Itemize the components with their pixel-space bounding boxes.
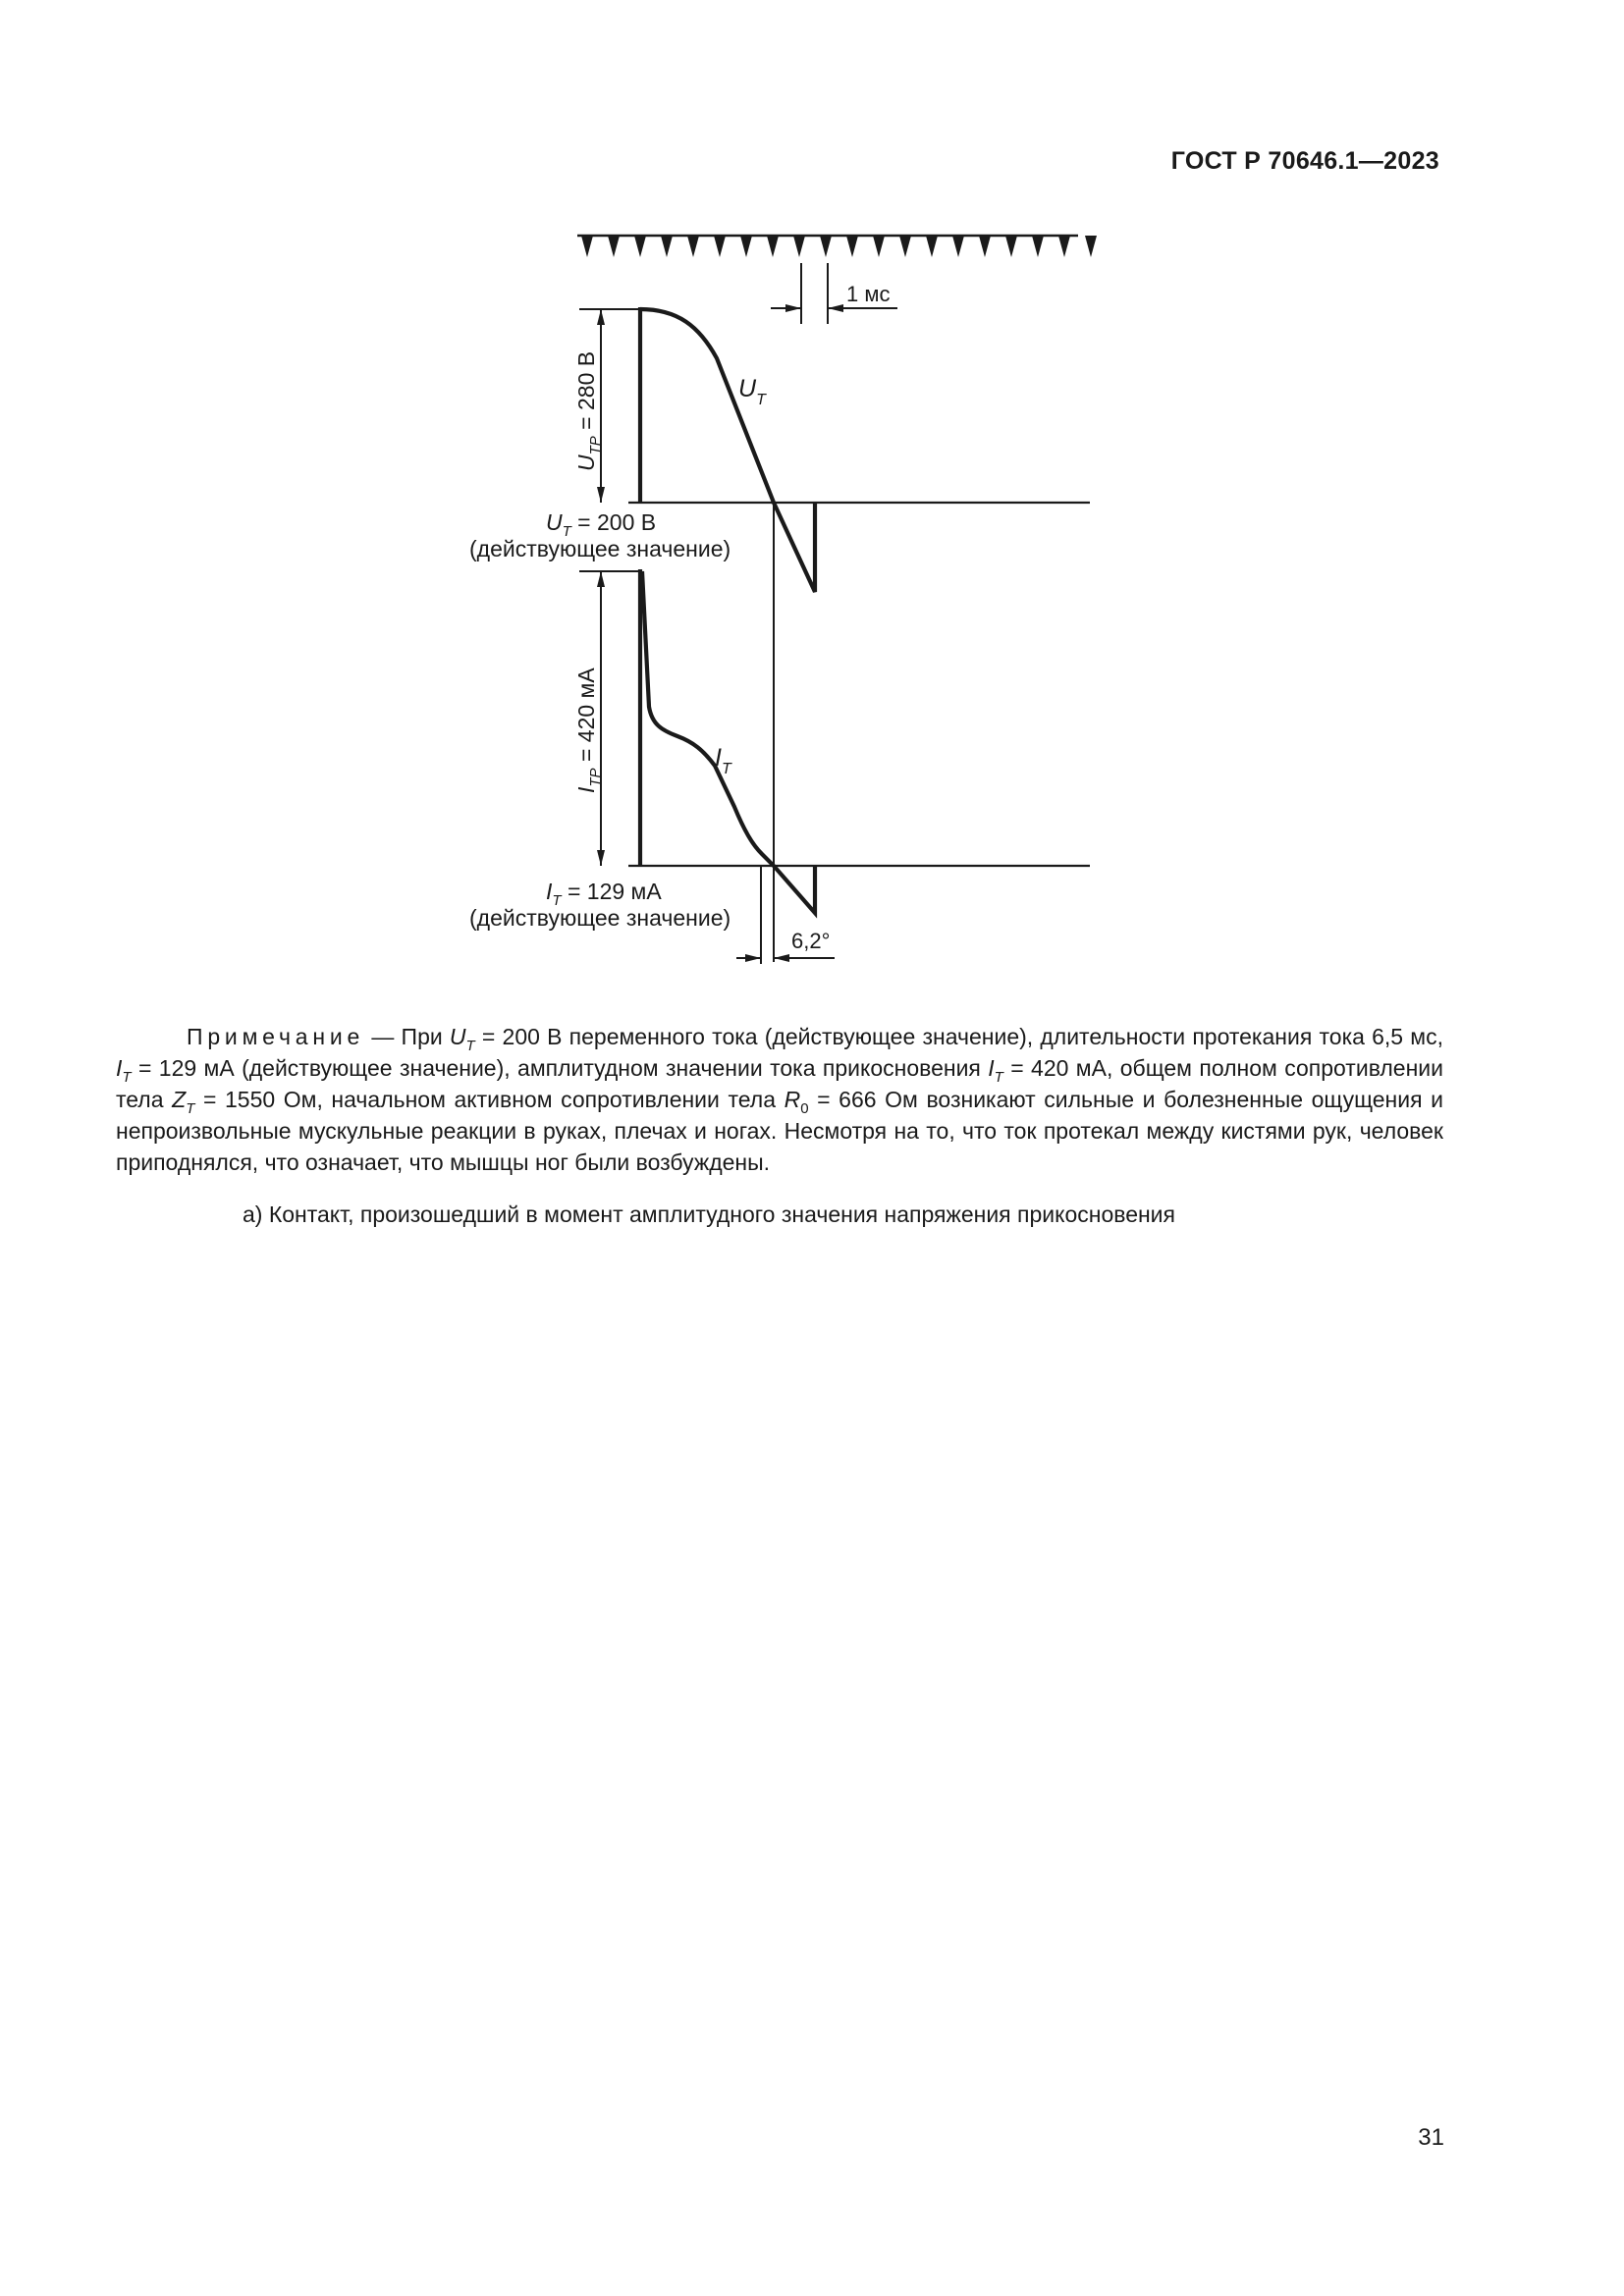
current-amplitude-label: $I_{TP} = 420$ мА: [573, 667, 604, 793]
time-marker-tick: [608, 236, 620, 257]
voltage-rms-note: (действующее значение): [469, 536, 731, 561]
current-curve-label: $I_T$: [715, 744, 731, 777]
document-header: ГОСТ Р 70646.1—2023: [1170, 147, 1439, 175]
time-marker-tick: [820, 236, 832, 257]
time-marker-tick: [1085, 236, 1097, 257]
time-marker-tick: [714, 236, 726, 257]
current-rms-label: $I_T = 129$ мА: [546, 879, 662, 909]
time-marker-tick: [952, 236, 964, 257]
figure-note: Примечание — При $U_T = 200$ В переменного тока (действующее значение), длительности протекания тока 6,5 мс, $I_T = 129$ мА (действующее значение), амплитудном значении тока прикосновения $I_T = 420$ мА, общем полном сопротивлении тела $Z_T = 1550$ Ом, начальном активном сопротивлении тела $R_0 = 666$ Ом возникают сильные и болезненные ощущения и непроизвольные мускульные реакции в руках, плечах и ногах. Несмотря на то, что ток протекал между кистями рук, человек приподнялся, что означает, что мышцы ног были возбуждены.: [116, 1024, 1444, 1175]
time-marker-tick: [1058, 236, 1070, 257]
time-marker-tick: [634, 236, 646, 257]
time-marker-tick: [1005, 236, 1017, 257]
voltage-amplitude-label: $U_{TP} = 280$ В: [573, 350, 604, 471]
oscillogram-figure: [0, 0, 1624, 982]
time-marker-tick: [873, 236, 885, 257]
current-trace: [628, 569, 1090, 913]
voltage-rms-label: $U_T = 200$ В: [546, 509, 657, 540]
current-rms-note: (действующее значение): [469, 905, 731, 931]
time-marker-tick: [846, 236, 858, 257]
current-curve: [642, 571, 815, 913]
time-marker-tick: [581, 236, 593, 257]
phase-shift-label: 6,2°: [791, 929, 831, 953]
time-marker-tick: [899, 236, 911, 257]
time-marker-tick: [1032, 236, 1044, 257]
time-marker-tick: [740, 236, 752, 257]
page-number: 31: [1418, 2124, 1444, 2151]
time-marker-comb: [577, 236, 1097, 257]
time-marker-tick: [979, 236, 991, 257]
figure-caption: а) Контакт, произошедший в момент амплитудного значения напряжения прикосновения: [243, 1201, 1175, 1227]
time-marker-tick: [926, 236, 938, 257]
time-marker-tick: [661, 236, 673, 257]
time-scale-label: 1 мс: [846, 282, 891, 306]
time-marker-tick: [687, 236, 699, 257]
note-title: Примечание: [187, 1024, 365, 1049]
voltage-curve-label: $U_T$: [738, 375, 766, 408]
time-marker-tick: [793, 236, 805, 257]
time-marker-tick: [767, 236, 779, 257]
